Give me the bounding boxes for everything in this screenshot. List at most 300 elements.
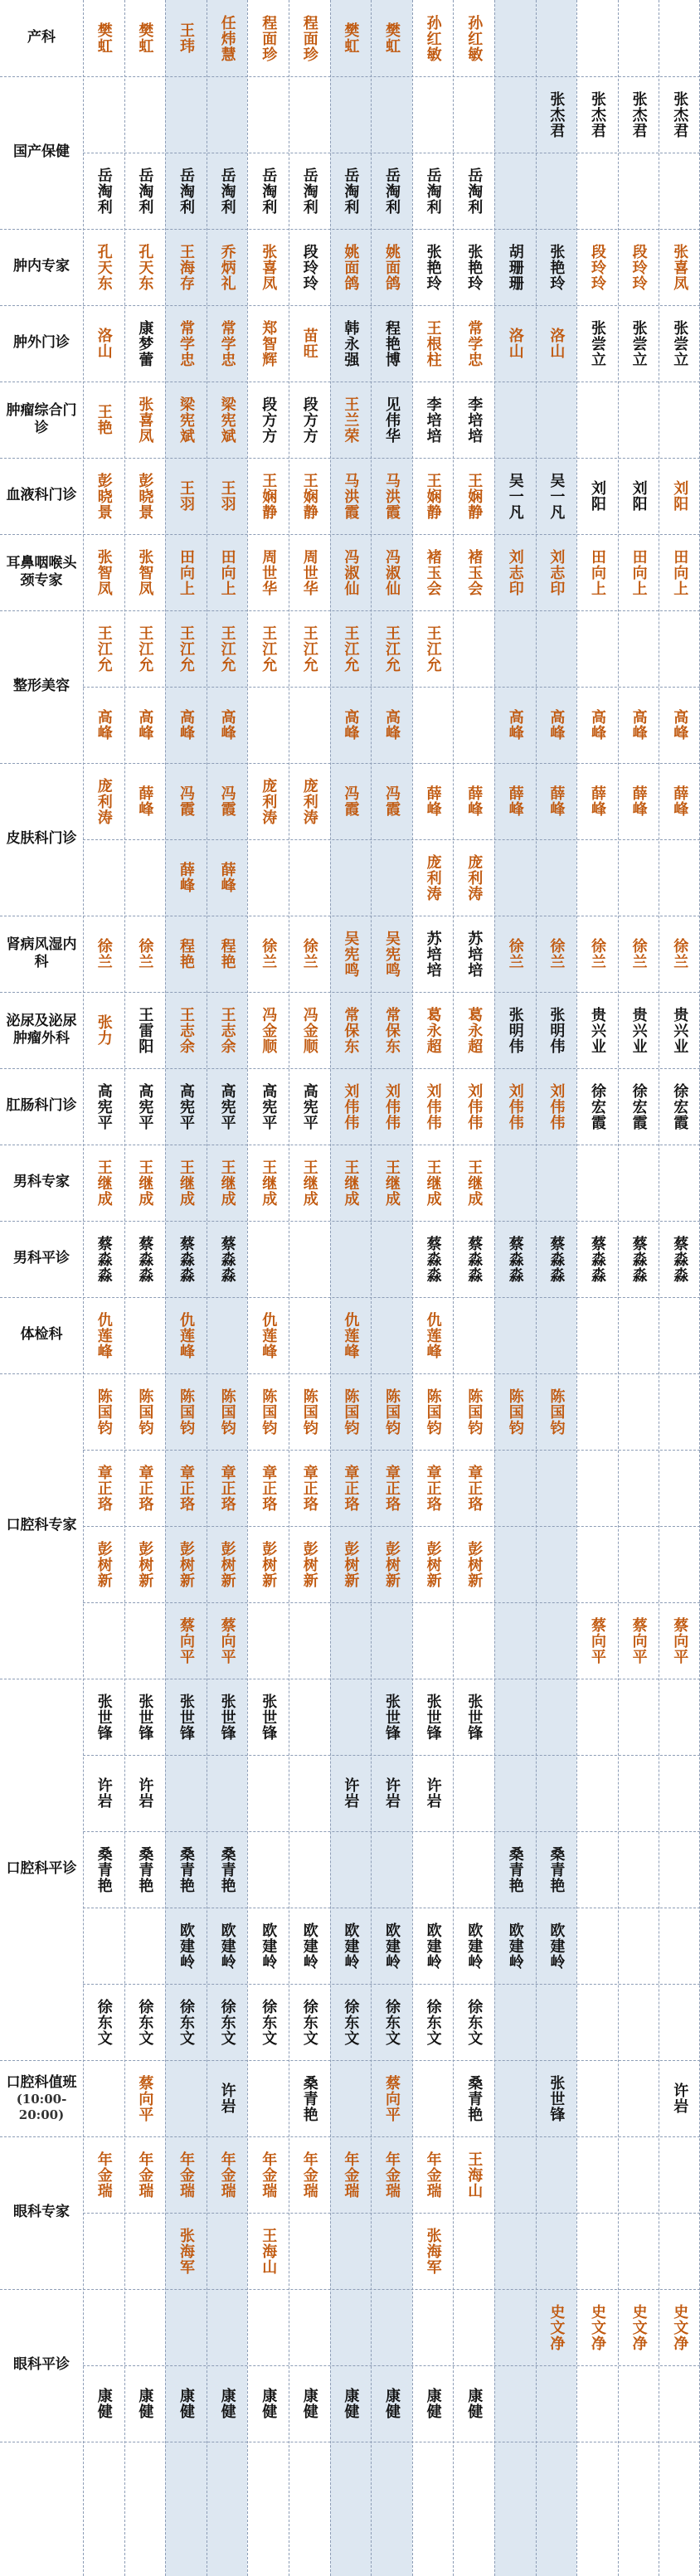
doctor-slot [453, 2060, 494, 2136]
doctor-name: 徐东文 [342, 1998, 360, 2046]
doctor-name: 高峰 [382, 709, 401, 741]
doctor-slot [247, 1373, 289, 1450]
department-name: 整形美容 [13, 678, 70, 695]
doctor-name: 蔡向平 [671, 1616, 689, 1665]
doctor-slot [207, 382, 248, 458]
doctor-slot [618, 1602, 659, 1679]
doctor-name: 马洪霞 [382, 472, 401, 520]
column-separator [618, 0, 619, 2576]
doctor-slot [207, 687, 248, 763]
doctor-slot [247, 534, 289, 610]
doctor-slot [412, 1373, 454, 1450]
doctor-slot [453, 916, 494, 992]
doctor-name: 徐兰 [671, 938, 689, 970]
doctor-slot [83, 382, 124, 458]
doctor-name: 康健 [424, 2388, 442, 2419]
doctor-slot [247, 2213, 289, 2289]
doctor-name: 冯霞 [382, 785, 401, 817]
doctor-slot [453, 2136, 494, 2213]
doctor-slot [83, 2136, 124, 2213]
doctor-slot [453, 1526, 494, 1602]
doctor-name: 仇莲峰 [260, 1311, 278, 1359]
doctor-name: 徐东文 [465, 1998, 484, 2046]
doctor-name: 彭树新 [465, 1540, 484, 1588]
doctor-name: 刘志印 [506, 548, 524, 596]
doctor-name: 庞利涛 [424, 853, 442, 902]
doctor-slot [330, 1755, 372, 1831]
doctor-name: 冯金顺 [300, 1006, 318, 1054]
doctor-name: 王继成 [300, 1159, 318, 1207]
doctor-slot [412, 229, 454, 305]
doctor-name: 程艳 [177, 938, 195, 970]
department-label [0, 2060, 83, 2136]
doctor-slot [83, 2365, 124, 2442]
doctor-name: 陈国钧 [95, 1388, 113, 1436]
doctor-name: 彭晓景 [95, 472, 113, 520]
department-name: 血液科门诊 [6, 487, 77, 504]
doctor-name: 段玲玲 [300, 243, 318, 291]
doctor-name: 章正珞 [136, 1464, 154, 1512]
doctor-name: 张尝立 [630, 319, 648, 367]
doctor-slot [289, 534, 330, 610]
doctor-name: 王羽 [177, 480, 195, 512]
doctor-slot [494, 1221, 536, 1297]
department-hours: (10:00-20:00) [16, 2091, 67, 2122]
doctor-slot [207, 1526, 248, 1602]
doctor-slot [165, 1068, 207, 1145]
doctor-slot [289, 1908, 330, 1984]
doctor-slot [453, 1450, 494, 1526]
doctor-name: 陈国钧 [465, 1388, 484, 1436]
doctor-slot [289, 2136, 330, 2213]
doctor-name: 章正珞 [382, 1464, 401, 1512]
doctor-slot [330, 687, 372, 763]
column-separator [247, 0, 248, 2576]
doctor-slot [536, 76, 577, 153]
doctor-name: 张世锋 [260, 1693, 278, 1741]
doctor-name: 桑青艳 [506, 1845, 524, 1893]
department-name: 口腔科值班 [6, 2073, 77, 2091]
doctor-slot [289, 0, 330, 76]
doctor-name: 薛峰 [218, 862, 236, 893]
doctor-slot [494, 1373, 536, 1450]
doctor-slot [618, 1068, 659, 1145]
doctor-name: 樊虹 [95, 22, 113, 54]
doctor-name: 王江允 [300, 625, 318, 673]
doctor-slot [576, 1602, 618, 1679]
doctor-name: 欧建岭 [506, 1922, 524, 1970]
doctor-name: 孙红敏 [465, 14, 484, 62]
department-label [0, 1145, 83, 1221]
doctor-slot [247, 382, 289, 458]
doctor-name: 田向上 [218, 548, 236, 596]
doctor-slot [659, 2060, 700, 2136]
doctor-slot [494, 458, 536, 534]
doctor-slot [659, 1221, 700, 1297]
doctor-slot [659, 458, 700, 534]
doctor-name: 蔡淼淼 [588, 1235, 606, 1283]
department-label [0, 382, 83, 458]
doctor-slot [289, 610, 330, 687]
doctor-name: 刘伟伟 [547, 1082, 566, 1130]
row-separator [83, 1602, 700, 1603]
doctor-slot [207, 0, 248, 76]
doctor-name: 康健 [95, 2388, 113, 2419]
doctor-slot [330, 763, 372, 839]
doctor-name: 徐宏霞 [588, 1082, 606, 1130]
doctor-slot [453, 1908, 494, 1984]
doctor-slot [659, 763, 700, 839]
doctor-name: 许岩 [136, 1777, 154, 1809]
department-label [0, 1221, 83, 1297]
doctor-name: 年金瑞 [177, 2151, 195, 2199]
department-label [0, 1679, 83, 2060]
doctor-slot [371, 2136, 412, 2213]
doctor-name: 刘伟伟 [465, 1082, 484, 1130]
doctor-slot [536, 1908, 577, 1984]
doctor-slot [165, 305, 207, 382]
doctor-name: 彭晓景 [136, 472, 154, 520]
doctor-name: 张尝立 [588, 319, 606, 367]
doctor-slot [536, 1373, 577, 1450]
doctor-name: 章正珞 [95, 1464, 113, 1512]
doctor-name: 段方方 [300, 396, 318, 444]
doctor-name: 仇莲峰 [424, 1311, 442, 1359]
doctor-slot [453, 1221, 494, 1297]
doctor-slot [494, 229, 536, 305]
doctor-name: 张杰君 [588, 90, 606, 139]
doctor-slot [83, 1068, 124, 1145]
row-separator [83, 1526, 700, 1527]
doctor-name: 彭树新 [300, 1540, 318, 1588]
doctor-slot [83, 763, 124, 839]
doctor-name: 冯霞 [342, 785, 360, 817]
doctor-slot [453, 229, 494, 305]
doctor-slot [83, 1526, 124, 1602]
doctor-slot [412, 534, 454, 610]
doctor-slot [83, 1755, 124, 1831]
doctor-slot [165, 2136, 207, 2213]
doctor-name: 陈国钧 [342, 1388, 360, 1436]
row-separator [83, 1831, 700, 1832]
doctor-name: 康健 [177, 2388, 195, 2419]
doctor-name: 桑青艳 [136, 1845, 154, 1893]
row-separator [83, 1755, 700, 1756]
doctor-name: 冯淑仙 [382, 548, 401, 596]
doctor-slot [330, 153, 372, 229]
doctor-name: 徐东文 [300, 1998, 318, 2046]
row-separator [83, 1984, 700, 1985]
doctor-name: 欧建岭 [382, 1922, 401, 1970]
doctor-name: 张世锋 [177, 1693, 195, 1741]
doctor-name: 张尝立 [671, 319, 689, 367]
doctor-slot [289, 458, 330, 534]
doctor-slot [371, 458, 412, 534]
doctor-slot [330, 1450, 372, 1526]
doctor-name: 苏培培 [424, 930, 442, 978]
doctor-name: 徐东文 [260, 1998, 278, 2046]
doctor-name: 张喜凤 [671, 243, 689, 291]
doctor-slot [453, 0, 494, 76]
doctor-name: 康梦蕾 [136, 319, 154, 367]
doctor-name: 梁宪斌 [177, 396, 195, 444]
doctor-slot [165, 229, 207, 305]
doctor-name: 刘阳 [588, 480, 606, 512]
doctor-name: 欧建岭 [547, 1922, 566, 1970]
doctor-slot [330, 1068, 372, 1145]
doctor-slot [453, 992, 494, 1068]
doctor-name: 许岩 [95, 1777, 113, 1809]
doctor-slot [207, 763, 248, 839]
doctor-name: 彭树新 [177, 1540, 195, 1588]
doctor-slot [207, 1602, 248, 1679]
doctor-name: 薛峰 [547, 785, 566, 817]
doctor-slot [330, 916, 372, 992]
doctor-slot [618, 305, 659, 382]
doctor-slot [494, 1068, 536, 1145]
doctor-slot [165, 1602, 207, 1679]
doctor-name: 王继成 [260, 1159, 278, 1207]
doctor-name: 王继成 [177, 1159, 195, 1207]
doctor-name: 冯金顺 [260, 1006, 278, 1054]
doctor-name: 高峰 [136, 709, 154, 741]
doctor-slot [124, 1068, 166, 1145]
doctor-name: 蔡向平 [218, 1616, 236, 1665]
doctor-slot [83, 1831, 124, 1908]
doctor-slot [453, 1373, 494, 1450]
doctor-slot [453, 458, 494, 534]
doctor-slot [536, 916, 577, 992]
doctor-name: 陈国钧 [218, 1388, 236, 1436]
doctor-slot [247, 2365, 289, 2442]
doctor-name: 刘伟伟 [382, 1082, 401, 1130]
doctor-name: 陈国钧 [177, 1388, 195, 1436]
doctor-name: 欧建岭 [300, 1922, 318, 1970]
doctor-slot [618, 534, 659, 610]
doctor-name: 康健 [218, 2388, 236, 2419]
doctor-name: 洛山 [95, 328, 113, 359]
doctor-slot [124, 1984, 166, 2060]
doctor-name: 徐兰 [506, 938, 524, 970]
doctor-name: 桑青艳 [95, 1845, 113, 1893]
doctor-slot [494, 534, 536, 610]
doctor-slot [165, 992, 207, 1068]
doctor-name: 年金瑞 [260, 2151, 278, 2199]
doctor-name: 蔡淼淼 [630, 1235, 648, 1283]
doctor-name: 王娴静 [424, 472, 442, 520]
doctor-name: 吴一凡 [547, 472, 566, 520]
department-label [0, 76, 83, 229]
doctor-slot [289, 1450, 330, 1526]
doctor-slot [124, 916, 166, 992]
doctor-slot [124, 382, 166, 458]
doctor-slot [207, 610, 248, 687]
doctor-name: 薛峰 [465, 785, 484, 817]
doctor-slot [165, 1984, 207, 2060]
doctor-name: 洛山 [547, 328, 566, 359]
doctor-name: 高峰 [218, 709, 236, 741]
doctor-name: 程艳 [218, 938, 236, 970]
doctor-slot [207, 839, 248, 916]
doctor-name: 王志余 [177, 1006, 195, 1054]
doctor-slot [371, 534, 412, 610]
doctor-slot [494, 763, 536, 839]
doctor-slot [371, 2060, 412, 2136]
column-separator [330, 0, 331, 2576]
doctor-name: 常保东 [382, 1006, 401, 1054]
doctor-slot [453, 1984, 494, 2060]
doctor-slot [412, 1068, 454, 1145]
doctor-slot [330, 1908, 372, 1984]
doctor-name: 蔡向平 [630, 1616, 648, 1665]
doctor-name: 葛永超 [465, 1006, 484, 1054]
doctor-name: 王继成 [465, 1159, 484, 1207]
doctor-slot [618, 916, 659, 992]
doctor-name: 王海山 [465, 2151, 484, 2199]
doctor-slot [124, 1373, 166, 1450]
department-name: 口腔科专家 [6, 1517, 77, 1534]
doctor-name: 庞利涛 [300, 777, 318, 825]
doctor-name: 薛峰 [671, 785, 689, 817]
doctor-slot [83, 1450, 124, 1526]
doctor-slot [330, 458, 372, 534]
doctor-slot [247, 229, 289, 305]
doctor-slot [536, 1831, 577, 1908]
doctor-slot [165, 916, 207, 992]
doctor-slot [165, 610, 207, 687]
department-label [0, 610, 83, 763]
doctor-slot [659, 687, 700, 763]
doctor-slot [412, 305, 454, 382]
doctor-slot [207, 153, 248, 229]
doctor-name: 仇莲峰 [95, 1311, 113, 1359]
doctor-name: 欧建岭 [342, 1922, 360, 1970]
doctor-name: 周世华 [300, 548, 318, 596]
doctor-name: 史文净 [630, 2303, 648, 2351]
doctor-name: 胡珊珊 [506, 243, 524, 291]
doctor-slot [576, 229, 618, 305]
doctor-name: 彭树新 [260, 1540, 278, 1588]
department-label [0, 1373, 83, 1679]
doctor-name: 薛峰 [136, 785, 154, 817]
doctor-slot [659, 2289, 700, 2365]
doctor-slot [289, 763, 330, 839]
doctor-slot [371, 1526, 412, 1602]
doctor-name: 薛峰 [630, 785, 648, 817]
doctor-slot [124, 305, 166, 382]
doctor-name: 徐东文 [136, 1998, 154, 2046]
doctor-slot [83, 610, 124, 687]
doctor-name: 褚玉会 [465, 548, 484, 596]
doctor-name: 王海存 [177, 243, 195, 291]
doctor-slot [247, 1526, 289, 1602]
doctor-name: 王海山 [260, 2227, 278, 2275]
doctor-slot [247, 458, 289, 534]
doctor-name: 陈国钧 [424, 1388, 442, 1436]
doctor-slot [371, 992, 412, 1068]
doctor-slot [289, 1068, 330, 1145]
doctor-slot [83, 229, 124, 305]
doctor-slot [124, 229, 166, 305]
doctor-slot [412, 839, 454, 916]
doctor-name: 张世锋 [95, 1693, 113, 1741]
doctor-name: 田向上 [588, 548, 606, 596]
doctor-slot [453, 1679, 494, 1755]
doctor-name: 彭树新 [342, 1540, 360, 1588]
doctor-slot [412, 2136, 454, 2213]
department-label [0, 0, 83, 76]
doctor-slot [659, 1068, 700, 1145]
doctor-name: 章正珞 [260, 1464, 278, 1512]
doctor-name: 田向上 [630, 548, 648, 596]
doctor-slot [371, 916, 412, 992]
doctor-slot [207, 534, 248, 610]
doctor-slot [207, 1373, 248, 1450]
doctor-name: 王雷阳 [136, 1006, 154, 1054]
doctor-slot [165, 1221, 207, 1297]
doctor-name: 周世华 [260, 548, 278, 596]
doctor-slot [494, 305, 536, 382]
doctor-name: 葛永超 [424, 1006, 442, 1054]
doctor-name: 仇莲峰 [177, 1311, 195, 1359]
doctor-slot [412, 1145, 454, 1221]
doctor-name: 常学忠 [177, 319, 195, 367]
doctor-slot [124, 610, 166, 687]
doctor-name: 史文净 [588, 2303, 606, 2351]
doctor-slot [124, 1831, 166, 1908]
doctor-name: 彭树新 [424, 1540, 442, 1588]
department-name: 眼科专家 [13, 2204, 70, 2221]
doctor-slot [330, 2136, 372, 2213]
section-separator [0, 2060, 700, 2061]
doctor-name: 苏培培 [465, 930, 484, 978]
doctor-slot [207, 1908, 248, 1984]
doctor-slot [371, 0, 412, 76]
doctor-name: 王玮 [177, 22, 195, 54]
doctor-slot [289, 229, 330, 305]
doctor-name: 年金瑞 [95, 2151, 113, 2199]
doctor-name: 高宪平 [260, 1082, 278, 1130]
doctor-slot [412, 1297, 454, 1373]
doctor-slot [83, 1221, 124, 1297]
doctor-slot [165, 1373, 207, 1450]
doctor-name: 高峰 [342, 709, 360, 741]
doctor-slot [412, 2213, 454, 2289]
doctor-name: 梁宪斌 [218, 396, 236, 444]
doctor-slot [165, 1450, 207, 1526]
doctor-name: 高宪平 [136, 1082, 154, 1130]
doctor-slot [289, 305, 330, 382]
doctor-slot [330, 305, 372, 382]
doctor-slot [371, 2365, 412, 2442]
department-name: 肿内专家 [13, 258, 70, 275]
doctor-slot [207, 229, 248, 305]
doctor-slot [576, 534, 618, 610]
doctor-slot [289, 1373, 330, 1450]
doctor-slot [124, 1145, 166, 1221]
doctor-slot [494, 916, 536, 992]
doctor-name: 姚面鸽 [382, 243, 401, 291]
department-label [0, 2289, 83, 2442]
doctor-slot [371, 610, 412, 687]
doctor-slot [371, 1755, 412, 1831]
doctor-name: 王兰荣 [342, 396, 360, 444]
doctor-slot [536, 2060, 577, 2136]
doctor-name: 张明伟 [506, 1006, 524, 1054]
doctor-name: 王继成 [342, 1159, 360, 1207]
doctor-slot [371, 1068, 412, 1145]
doctor-name: 高峰 [506, 709, 524, 741]
